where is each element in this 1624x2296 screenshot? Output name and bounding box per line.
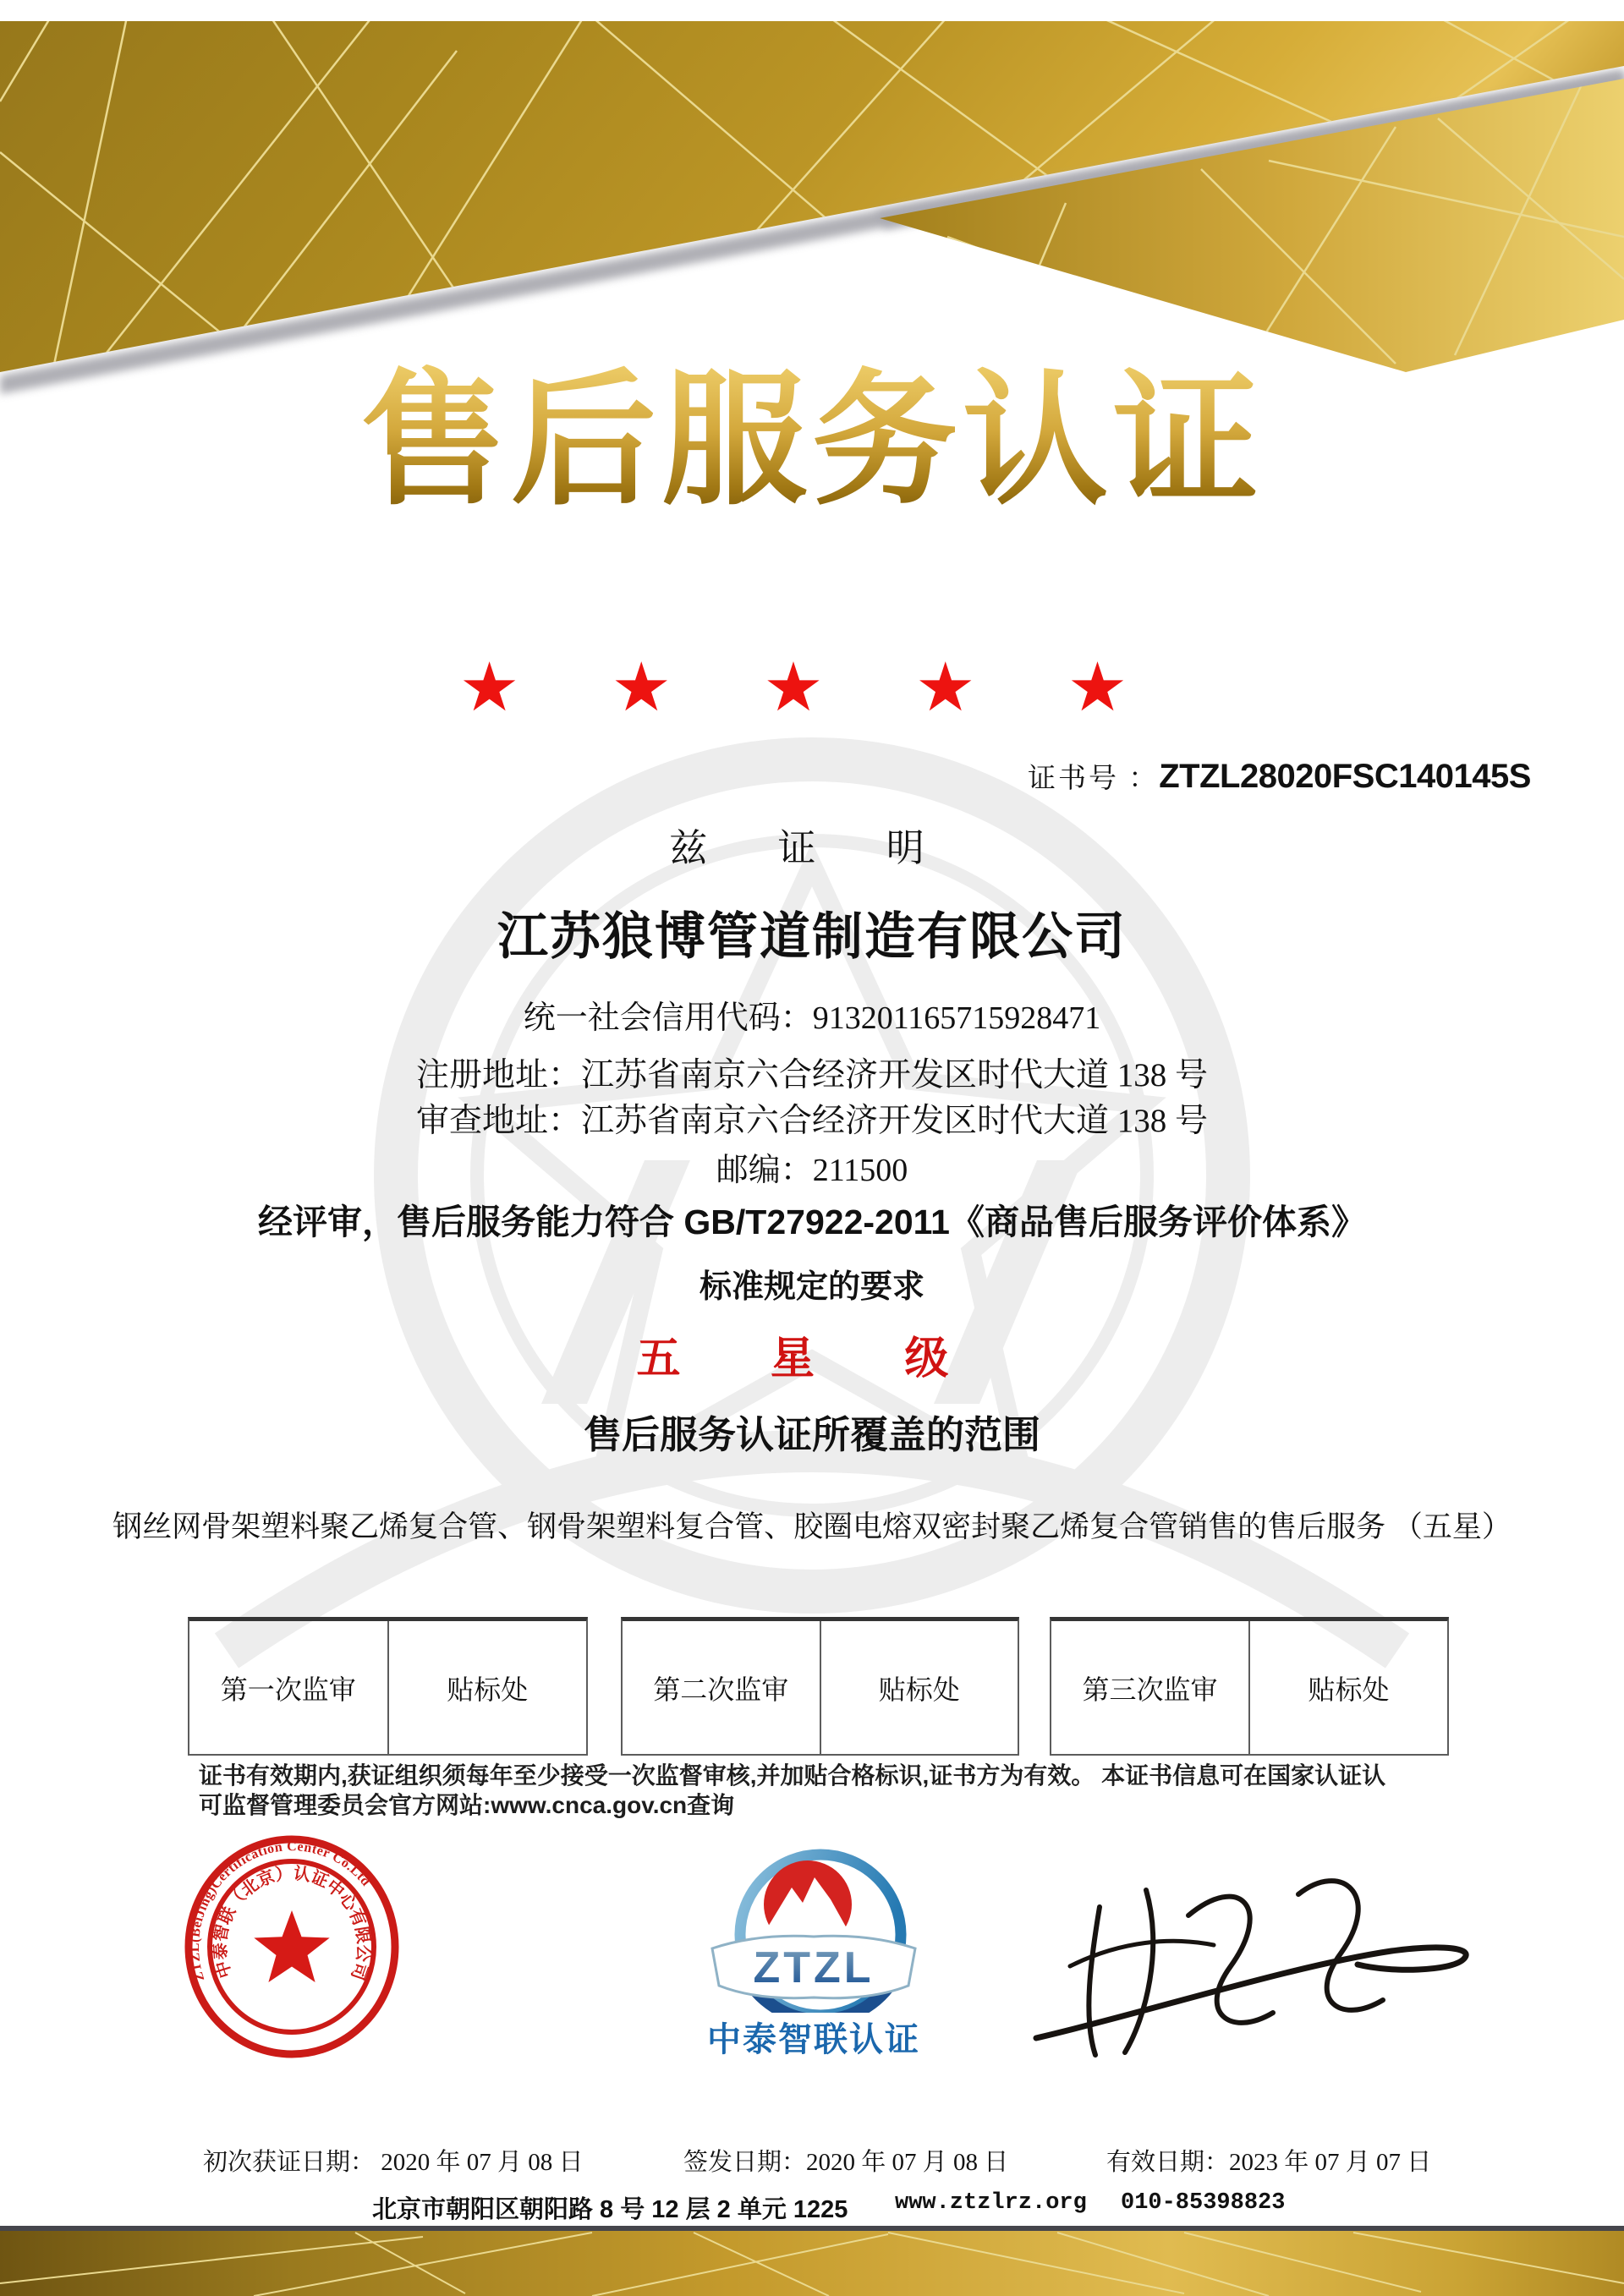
credit-code-line: 统一社会信用代码：913201165715928471 xyxy=(523,1000,1101,1036)
certifier-name: 中泰智联认证 xyxy=(707,2021,920,2058)
audit-table-3 xyxy=(1050,1617,1449,1756)
seal-star-icon xyxy=(254,1910,329,1982)
certificate-number xyxy=(1028,756,1531,796)
registered-address-line: 注册地址：江苏省南京六合经济开发区时代大道 138 号 xyxy=(415,1057,1208,1093)
five-star-icons: ★ ★ ★ ★ ★ xyxy=(458,651,1166,726)
audit-cell: 第二次监审 xyxy=(653,1674,789,1705)
issuer-phone: 010-85398823 xyxy=(1121,2190,1286,2216)
issue-date: 签发日期：2020 年 07 月 08 日 xyxy=(683,2149,1009,2176)
certificate-number-value: ZTZL28020FSC140145S xyxy=(1159,758,1531,795)
first-issue-date: 初次获证日期： 2020 年 07 月 08 日 xyxy=(203,2149,584,2176)
signature-image xyxy=(1019,1856,1501,2072)
valid-until-date: 有效日期：2023 年 07 月 07 日 xyxy=(1106,2149,1432,2176)
audit-table-2 xyxy=(621,1617,1019,1756)
issuer-address: 北京市朝阳区朝阳路 8 号 12 层 2 单元 1225 xyxy=(372,2196,848,2223)
sticker-cell: 贴标处 xyxy=(820,1621,1018,1754)
audit-cell: 第一次监审 xyxy=(220,1674,356,1705)
red-seal-stamp xyxy=(178,1832,408,2065)
seal-chinese-text: 中泰智联（北京）认证中心有限公司 xyxy=(211,1864,373,1982)
certifier-logo xyxy=(707,1833,920,2013)
scope-heading: 售后服务认证所覆盖的范围 xyxy=(583,1413,1040,1456)
issuer-website: www.ztzlrz.org xyxy=(895,2190,1087,2216)
certificate-title: 售后服务认证 xyxy=(0,362,1624,523)
postcode-line: 邮编：211500 xyxy=(716,1153,908,1188)
certificate-number-label: 证书号 ： xyxy=(1028,764,1160,794)
company-name: 江苏狼博管道制造有限公司 xyxy=(497,908,1127,965)
sticker-cell: 贴标处 xyxy=(387,1621,587,1754)
scope-text: 钢丝网骨架塑料聚乙烯复合管、钢骨架塑料复合管、胶圈电熔双密封聚乙烯复合管销售的售后服务 （五星） xyxy=(112,1510,1512,1543)
certify-heading: 兹 证 明 xyxy=(669,827,955,869)
seal-english-text: ZTZL(BeiJing)Certification Center Co.Ltd xyxy=(187,1839,374,1983)
footer-gold-bar-art xyxy=(0,2221,1624,2296)
logo-acronym: ZTZL xyxy=(753,1943,875,1992)
validity-note-line1: 证书有效期内,获证组织须每年至少接受一次监督审核,并加贴合格标识,证书方为有效。 本证书信息可在国家认证认 xyxy=(199,1762,1386,1789)
audit-table-1 xyxy=(188,1617,588,1756)
audit-cell: 第三次监审 xyxy=(1082,1674,1218,1705)
assessment-line: 经评审，售后服务能力符合 GB/T27922-2011《商品售后服务评价体系》 xyxy=(258,1203,1366,1241)
audit-address-line: 审查地址：江苏省南京六合经济开发区时代大道 138 号 xyxy=(415,1103,1208,1139)
standard-line: 标准规定的要求 xyxy=(699,1269,924,1305)
star-level: 五 星 级 xyxy=(636,1334,988,1384)
sticker-cell: 贴标处 xyxy=(1248,1621,1447,1754)
validity-note-line2: 可监督管理委员会官方网站:www.cnca.gov.cn查询 xyxy=(199,1792,735,1818)
